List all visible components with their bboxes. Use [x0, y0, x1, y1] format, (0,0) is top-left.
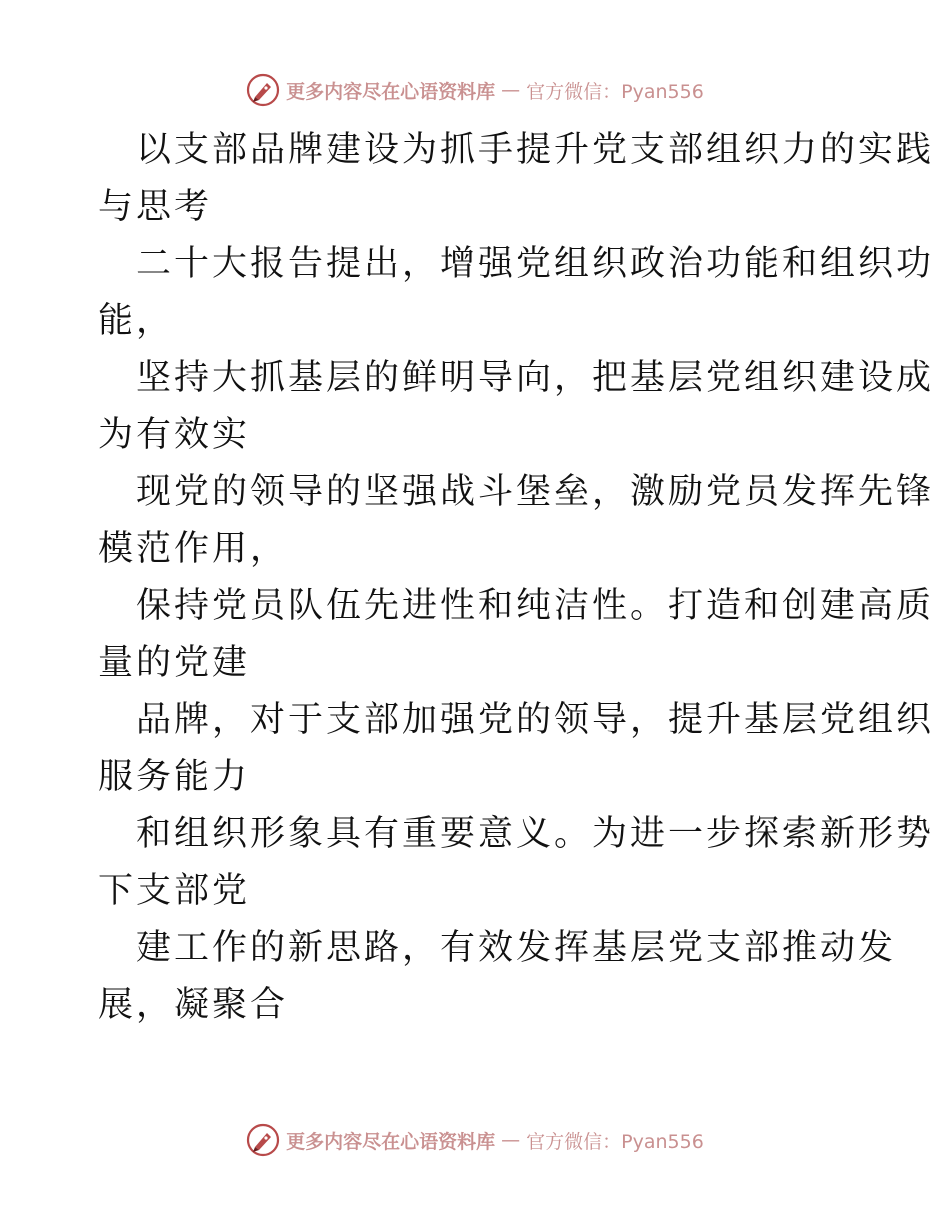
- body-line: 下支部党: [98, 871, 251, 911]
- header-banner-separator: —: [501, 79, 521, 101]
- body-line: 展，凝聚合: [98, 985, 289, 1025]
- body-line: 建工作的新思路，有效发挥基层党支部推动发: [136, 928, 897, 968]
- body-line: 二十大报告提出，增强党组织政治功能和组织功: [136, 244, 935, 284]
- header-banner-text: 更多内容尽在心语资料库: [286, 80, 496, 103]
- body-line: 和组织形象具有重要意义。为进一步探索新形势: [136, 814, 935, 854]
- body-line: 为有效实: [98, 415, 251, 455]
- body-line: 能，: [98, 301, 175, 341]
- body-line: 现党的领导的坚强战斗堡垒，激励党员发挥先锋: [136, 472, 935, 512]
- footer-banner-inner: [246, 1123, 704, 1157]
- body-line: 以支部品牌建设为抓手提升党支部组织力的实践: [136, 130, 935, 170]
- body-line: 坚持大抓基层的鲜明导向，把基层党组织建设成: [136, 358, 935, 398]
- body-line: 量的党建: [98, 643, 251, 683]
- body-line: 与思考: [98, 187, 213, 227]
- footer-banner: [0, 1120, 950, 1160]
- pen-nib-logo-icon: [246, 73, 280, 107]
- body-line: 模范作用，: [98, 529, 289, 569]
- body-line: 保持党员队伍先进性和纯洁性。打造和创建高质: [136, 586, 935, 626]
- footer-banner-wechat: 官方微信：Pyan556: [526, 1130, 704, 1153]
- header-banner-wechat: 官方微信：Pyan556: [526, 80, 704, 103]
- header-banner-inner: [246, 73, 704, 107]
- header-banner: [0, 70, 950, 110]
- footer-banner-separator: —: [501, 1129, 521, 1151]
- document-body: [98, 122, 935, 1034]
- body-line: 品牌，对于支部加强党的领导，提升基层党组织: [136, 700, 935, 740]
- footer-banner-text: 更多内容尽在心语资料库: [286, 1130, 496, 1153]
- body-line: 服务能力: [98, 757, 251, 797]
- pen-nib-logo-icon: [246, 1123, 280, 1157]
